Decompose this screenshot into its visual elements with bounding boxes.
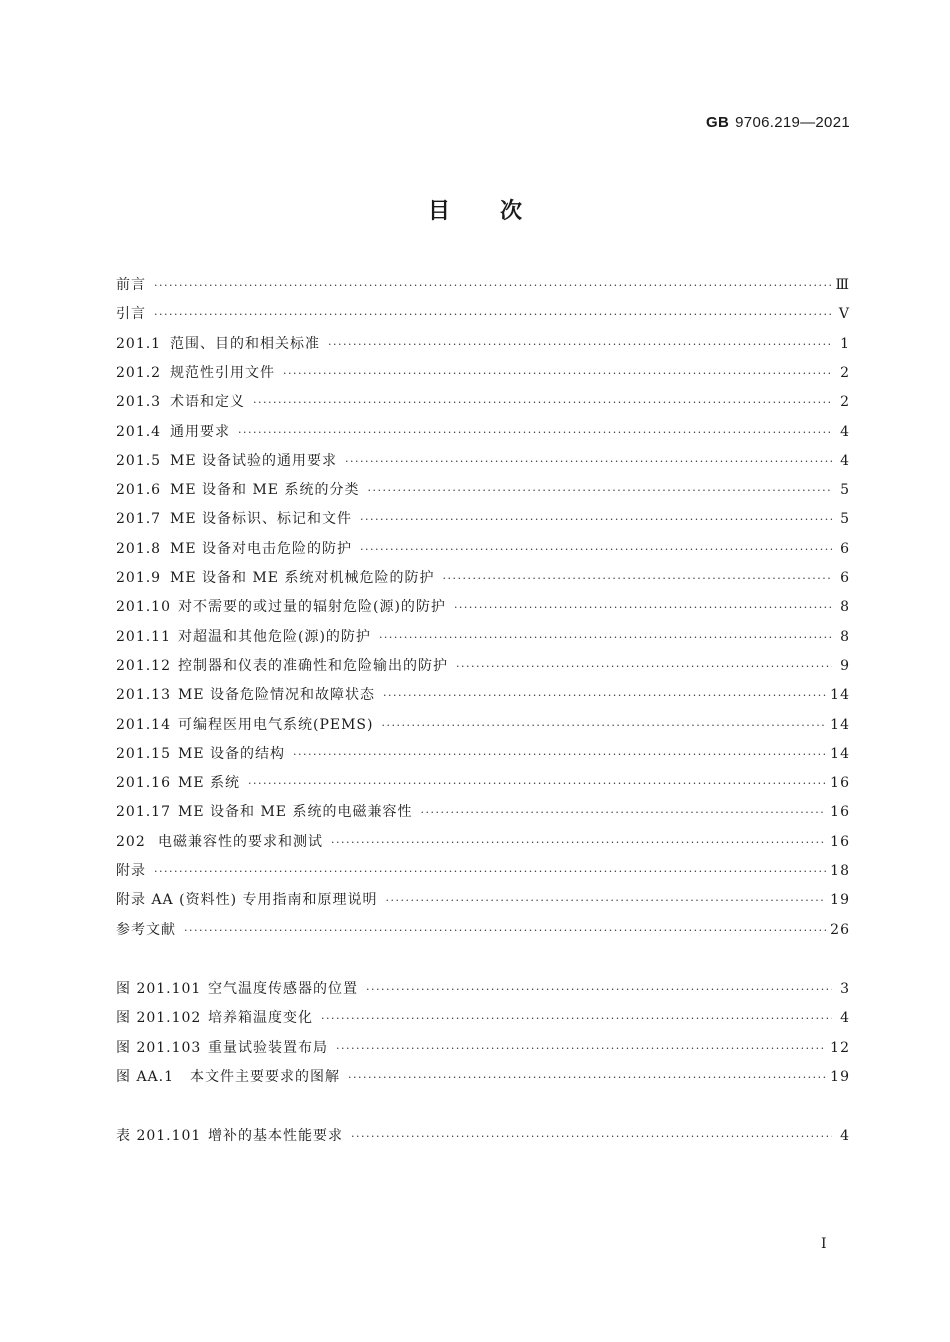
toc-entry-page: 8 — [840, 628, 850, 645]
toc-entry-title: 空气温度传感器的位置 — [208, 981, 358, 997]
toc-entry-title: ME 设备标识、标记和文件 — [170, 511, 353, 528]
toc-entry-number: 201.10 — [116, 599, 171, 616]
toc-entry-number: 201.9 — [116, 570, 162, 586]
toc-entry-number: 201.16 — [116, 775, 171, 792]
toc-entry[interactable] — [116, 333, 850, 353]
toc-entry[interactable] — [116, 450, 850, 470]
toc-entry-page: 2 — [840, 364, 850, 381]
toc-entry-number: 201.6 — [116, 482, 162, 499]
toc-leader-dots — [386, 894, 827, 907]
toc-entry-page: 9 — [840, 657, 850, 674]
toc-leader-dots — [283, 367, 832, 380]
toc-entry-title: 增补的基本性能要求 — [208, 1128, 343, 1144]
toc-entry[interactable] — [116, 1037, 850, 1057]
toc-entry[interactable] — [116, 714, 850, 734]
toc-entry[interactable] — [116, 391, 850, 411]
toc-leader-dots — [366, 983, 832, 996]
toc-entry-number: 201.1 — [116, 335, 162, 352]
toc-entry[interactable] — [116, 479, 850, 499]
toc-leader-dots — [345, 455, 832, 468]
toc-leader-dots — [442, 572, 832, 585]
toc-entry-title: 对超温和其他危险(源)的防护 — [178, 628, 371, 645]
toc-entry[interactable] — [116, 421, 850, 441]
toc-entry-title: 电磁兼容性的要求和测试 — [158, 833, 323, 850]
toc-entry-number: 201.3 — [116, 394, 162, 411]
toc-entry-page: 1 — [840, 335, 850, 352]
toc-entry-number: 201.15 — [116, 745, 171, 762]
toc-entry-title: 前言 — [116, 277, 146, 293]
toc-entry-title: 培养箱温度变化 — [208, 1010, 313, 1027]
toc-entry-title: 本文件主要要求的图解 — [190, 1068, 340, 1085]
toc-entry-page: 16 — [830, 833, 850, 850]
toc-leader-dots — [321, 1012, 832, 1025]
toc-entry-title: 控制器和仪表的准确性和危险输出的防护 — [178, 657, 448, 674]
toc-entry-title: ME 设备和 ME 系统的分类 — [170, 482, 360, 499]
toc-leader-dots — [154, 308, 832, 321]
toc-entry[interactable] — [116, 362, 850, 382]
toc-entry-page: 4 — [840, 423, 850, 440]
toc-entry[interactable] — [116, 684, 850, 704]
toc-entry-title: 对不需要的或过量的辐射危险(源)的防护 — [178, 599, 446, 616]
toc-entry-number: 201.7 — [116, 511, 162, 528]
toc-entry[interactable] — [116, 772, 850, 792]
toc-leader-dots — [154, 279, 831, 292]
toc-entry-page: 6 — [840, 570, 850, 586]
toc-entry[interactable] — [116, 274, 850, 294]
toc-entry-page: 18 — [830, 863, 850, 879]
toc-entry-page: 4 — [840, 452, 850, 469]
page-title — [0, 194, 950, 225]
toc-entry-page: 4 — [840, 1010, 850, 1027]
toc-leader-dots — [360, 513, 832, 526]
toc-entry[interactable] — [116, 508, 850, 528]
toc-entry-number: 201.4 — [116, 423, 162, 440]
toc-entry-number: 表 201.101 — [116, 1128, 202, 1144]
toc-entry[interactable] — [116, 831, 850, 851]
toc-entry[interactable] — [116, 1066, 850, 1086]
toc-entry-title: 引言 — [116, 306, 146, 323]
toc-entry-number: 图 201.101 — [116, 981, 202, 997]
page-number: I — [821, 1236, 827, 1252]
title-char-2: 次 — [500, 198, 523, 224]
toc-entry-title: ME 设备对电击危险的防护 — [170, 540, 353, 557]
toc-entry-page: 3 — [840, 981, 850, 997]
toc-leader-dots — [248, 777, 826, 790]
toc-entry-title: 术语和定义 — [170, 394, 245, 411]
toc-entry-page: 6 — [840, 540, 850, 557]
toc-entry-page: 14 — [830, 745, 850, 762]
toc-entry[interactable] — [116, 596, 850, 616]
toc-entry-title: 可编程医用电气系统(PEMS) — [178, 716, 374, 733]
toc-leader-dots — [382, 719, 827, 732]
toc-leader-dots — [348, 1071, 826, 1084]
toc-entry-title: ME 设备的结构 — [178, 745, 286, 762]
toc-leader-dots — [351, 1130, 832, 1143]
toc-entry-title: 规范性引用文件 — [170, 364, 275, 381]
toc-entry-page: 16 — [830, 775, 850, 792]
toc-entry-page: 4 — [840, 1128, 850, 1144]
toc-entry-title: 附录 AA (资料性) 专用指南和原理说明 — [116, 892, 378, 909]
toc-entry-page: Ⅲ — [835, 277, 850, 293]
toc-entry[interactable] — [116, 889, 850, 909]
toc-entry-page: 2 — [840, 394, 850, 411]
toc-entry-page: 5 — [840, 482, 850, 499]
toc-entry[interactable] — [116, 1007, 850, 1027]
toc-entry[interactable] — [116, 919, 850, 939]
toc-entry-page: 16 — [830, 804, 850, 821]
toc-leader-dots — [184, 924, 826, 937]
toc-entry-number: 201.17 — [116, 804, 171, 821]
toc-entry-title: 附录 — [116, 863, 146, 879]
toc-leader-dots — [154, 865, 826, 878]
toc-leader-dots — [454, 601, 832, 614]
toc-entry-number: 201.13 — [116, 687, 171, 704]
toc-entry-page: 14 — [830, 687, 850, 704]
toc-entry-page: 19 — [830, 1068, 850, 1085]
toc-leader-dots — [367, 484, 832, 497]
standard-prefix: GB — [706, 114, 730, 131]
toc-entry-title: ME 系统 — [178, 775, 241, 792]
toc-entry-title: ME 设备试验的通用要求 — [170, 452, 338, 469]
toc-entry-page: 14 — [830, 716, 850, 733]
toc-entry[interactable] — [116, 567, 850, 587]
toc-entry-page: 26 — [830, 921, 850, 938]
toc-leader-dots — [293, 748, 826, 761]
toc-entry[interactable] — [116, 801, 850, 821]
toc-entry-number: 图 201.103 — [116, 1039, 202, 1056]
toc-entry-title: 范围、目的和相关标准 — [170, 335, 320, 352]
toc-entry[interactable] — [116, 626, 850, 646]
toc-entry-number: 201.8 — [116, 540, 162, 557]
toc-entry-number: 202 — [116, 833, 146, 850]
standard-number: 9706.219—2021 — [735, 114, 850, 131]
toc-entry-page: Ⅴ — [838, 306, 850, 323]
toc-entry[interactable] — [116, 860, 850, 880]
toc-entry[interactable] — [116, 303, 850, 323]
toc-entry[interactable] — [116, 538, 850, 558]
toc-entry-page: 12 — [830, 1039, 850, 1056]
toc-leader-dots — [336, 1042, 826, 1055]
standard-code — [706, 114, 850, 131]
toc-leader-dots — [360, 543, 832, 556]
toc-entry-title: 通用要求 — [170, 423, 230, 440]
toc-entry-page: 19 — [830, 892, 850, 909]
toc-leader-dots — [456, 660, 832, 673]
toc-entry-number: 201.2 — [116, 364, 162, 381]
toc-entry[interactable] — [116, 978, 850, 998]
toc-leader-dots — [420, 806, 826, 819]
toc-entry-title: ME 设备危险情况和故障状态 — [178, 687, 376, 704]
toc-entry-number: 图 201.102 — [116, 1010, 202, 1027]
title-char-1: 目 — [427, 198, 450, 224]
toc-leader-dots — [253, 396, 832, 409]
toc-entry-number: 图 AA.1 — [116, 1068, 175, 1085]
toc-leader-dots — [328, 338, 832, 351]
toc-entry-number: 201.14 — [116, 716, 171, 733]
toc-entry-title: 参考文献 — [116, 921, 176, 938]
toc-entry[interactable] — [116, 1125, 850, 1145]
toc-entry-title: ME 设备和 ME 系统对机械危险的防护 — [170, 570, 435, 586]
toc-entry[interactable] — [116, 655, 850, 675]
toc-entry-title: 重量试验装置布局 — [208, 1039, 328, 1056]
toc-leader-dots — [238, 426, 832, 439]
toc-entry-page: 8 — [840, 599, 850, 616]
toc-entry-title: ME 设备和 ME 系统的电磁兼容性 — [178, 804, 413, 821]
toc-entry-number: 201.5 — [116, 452, 162, 469]
toc-leader-dots — [379, 631, 832, 644]
toc-leader-dots — [383, 689, 826, 702]
toc-entry-page: 5 — [840, 511, 850, 528]
toc-leader-dots — [331, 836, 826, 849]
toc-entry[interactable] — [116, 743, 850, 763]
toc-entry-number: 201.11 — [116, 628, 171, 645]
toc-entry-number: 201.12 — [116, 657, 171, 674]
